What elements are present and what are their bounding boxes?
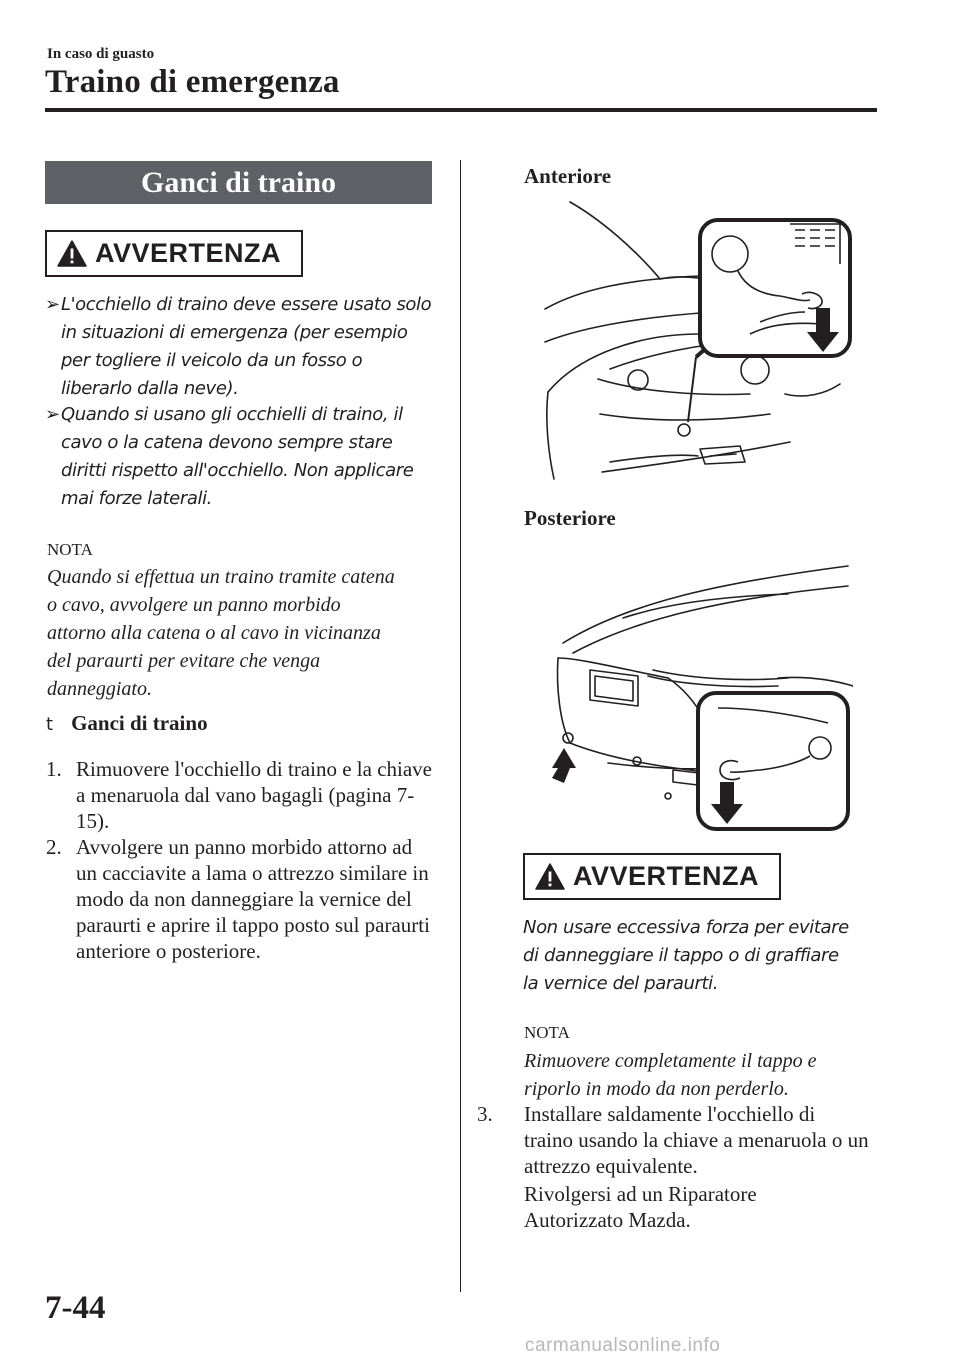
subsection-title: Ganci di traino [71, 711, 208, 735]
nota-text: Rimuovere completamente il tappo e riporlo in modo da non perderlo. [524, 1050, 817, 1100]
warning-badge [45, 230, 303, 277]
watermark: carmanualsonline.info [525, 1335, 721, 1356]
front-tow-hook-illustration [540, 194, 855, 490]
figure-label-front: Anteriore [524, 164, 612, 188]
header-rule [45, 108, 877, 112]
step-text: Avvolgere un panno morbido attorno ad un cacciavite a lama o attrezzo similare in modo da non danneggiare la vernice del paraurti e aprire il tappo posto sul paraurti anteriore o posteriore. [76, 835, 430, 963]
subsection-heading [46, 711, 208, 736]
page-number: 7-44 [45, 1290, 106, 1326]
warning-item-text: Quando si usano gli occhielli di traino, il cavo o la catena devono sempre stare diritti rispetto all'occhiello. Non applicare mai forze laterali. [61, 404, 414, 509]
step-number: 1. [46, 757, 62, 781]
warning-triangle-icon [535, 863, 565, 890]
warning-badge [523, 853, 781, 900]
figure-label-rear: Posteriore [524, 506, 616, 530]
step-item [46, 756, 436, 834]
warning-label: AVVERTENZA [95, 238, 282, 268]
nota-text: Quando si effettua un traino tramite catena o cavo, avvolgere un panno morbido attorno alla catena o al cavo in vicinanza del paraurti per evitare che venga danneggiato. [47, 566, 395, 700]
nota-label: NOTA [47, 540, 93, 559]
step-text: Rimuovere l'occhiello di traino e la chiave a menaruola dal vano bagagli (pagina 7-15). [76, 757, 432, 833]
warning-item [45, 401, 437, 513]
subsection-marker: t [46, 714, 54, 735]
column-divider [460, 160, 461, 1292]
bullet-arrow-icon: ➢ [45, 294, 60, 315]
warning-item-text: L'occhiello di traino deve essere usato solo in situazioni di emergenza (per esempio per togliere il veicolo da un fosso o liberarlo dalla neve). [61, 294, 432, 399]
step-text: Installare saldamente l'occhiello di traino usando la chiave a menaruola o un attrezzo equivalente. [524, 1102, 869, 1178]
warning-item [45, 291, 437, 403]
step-number: 2. [46, 835, 62, 859]
bullet-arrow-icon: ➢ [45, 404, 60, 425]
running-head: In caso di guasto [47, 46, 155, 62]
page-title: Traino di emergenza [45, 64, 340, 100]
warning-label: AVVERTENZA [573, 861, 760, 891]
warning-triangle-icon [57, 240, 87, 267]
step-item [46, 834, 436, 964]
nota-label: NOTA [524, 1023, 570, 1042]
warning-text: Non usare eccessiva forza per evitare di danneggiare il tappo o di graffiare la vernice del paraurti. [523, 917, 849, 994]
step-extra-text: Rivolgersi ad un Riparatore Autorizzato Mazda. [524, 1182, 757, 1232]
step-number: 3. [477, 1102, 493, 1126]
rear-tow-hook-illustration [548, 558, 853, 833]
step-item [477, 1101, 869, 1179]
section-title: Ganci di traino [45, 161, 432, 204]
